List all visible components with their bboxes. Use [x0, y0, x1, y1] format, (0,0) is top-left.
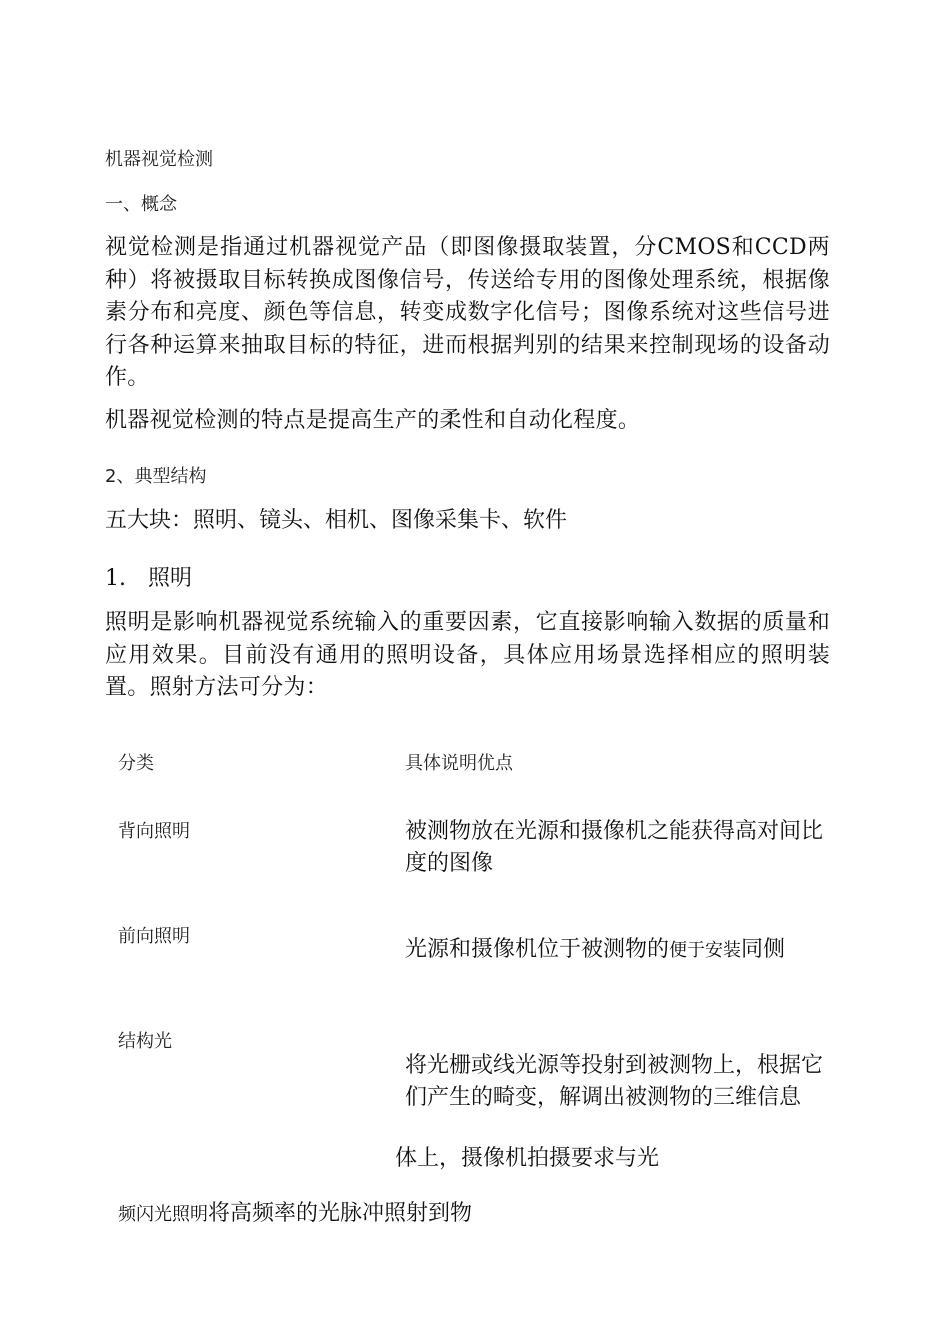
table-cell-category: 结构光	[118, 1031, 172, 1052]
table-cell-category: 频闪光照明	[118, 1204, 208, 1225]
table-header-description: 具体说明优点	[405, 753, 513, 774]
description-tail-text: 同侧	[741, 937, 786, 962]
section-heading-structure: 2、典型结构	[105, 466, 207, 487]
table-cell-category: 前向照明	[118, 926, 190, 947]
table-cell-overflow-text: 体上，摄像机拍摄要求与光	[395, 1146, 660, 1171]
five-blocks-line: 五大块：照明、镜头、相机、图像采集卡、软件	[105, 508, 568, 533]
lighting-paragraph: 照明是影响机器视觉系统输入的重要因素，它直接影响输入数据的质量和应用效果。目前没有通用的照明设备，具体应用场景选择相应的照明装置。照射方法可分为：	[105, 610, 830, 700]
description-small-text: 便于安装	[669, 940, 742, 961]
table-cell-description: 将高频率的光脉冲照射到物	[208, 1201, 473, 1226]
document-title: 机器视觉检测	[105, 149, 213, 170]
table-row-strobe	[118, 1198, 472, 1231]
table-cell-description: 被测物放在光源和摄像机之能获得高对间比度的图像	[405, 819, 824, 876]
table-cell-category: 背向照明	[118, 821, 190, 842]
table-header-category: 分类	[118, 753, 154, 774]
description-text: 光源和摄像机位于被测物的	[405, 937, 670, 962]
subsection-lighting: 1. 照明	[105, 566, 192, 591]
feature-paragraph: 机器视觉检测的特点是提高生产的柔性和自动化程度。	[105, 408, 641, 433]
table-cell-description: 将光栅或线光源等投射到被测物上，根据它们产生的畸变，解调出被测物的三维信息	[405, 1053, 824, 1110]
table-cell-description	[405, 934, 785, 967]
section-heading-concept: 一、概念	[105, 194, 177, 215]
concept-paragraph: 视觉检测是指通过机器视觉产品（即图像摄取装置，分CMOS和CCD两种）将被摄取目标转换成图像信号，传送给专用的图像处理系统，根据像素分布和亮度、颜色等信息，转变成数字化信号；图像系统对这些信号进行各种运算来抽取目标的特征，进而根据判别的结果来控制现场的设备动作。	[105, 235, 830, 390]
